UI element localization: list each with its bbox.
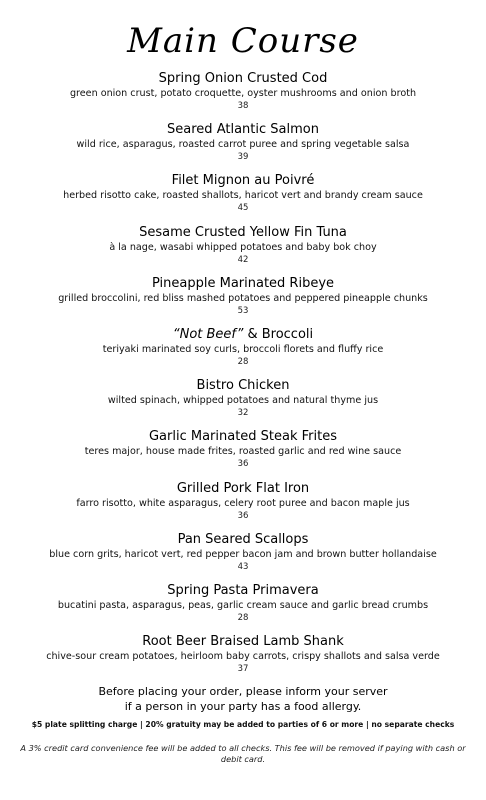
dish-name: Bistro Chicken [196, 378, 290, 394]
credit-card-fee-notice: A 3% credit card convenience fee will be added to all checks. This fee will be removed if paying with cash or debit card. [20, 743, 466, 764]
dish-name: Seared Atlantic Salmon [167, 122, 319, 138]
menu-item [0, 531, 486, 582]
dish-name: Pineapple Marinated Ribeye [151, 275, 335, 291]
dish-description: herbed risotto cake, roasted shallots, haricot vert and brandy cream sauce [63, 190, 423, 202]
menu-item [0, 121, 486, 172]
dish-description: teres major, house made frites, roasted garlic and red wine sauce [84, 446, 402, 458]
menu-item [0, 428, 486, 479]
menu-item [0, 172, 486, 223]
dish-price: 42 [237, 254, 249, 265]
menu-item [0, 70, 486, 121]
dish-name: Filet Mignon au Poivré [171, 173, 315, 189]
dish-description: green onion crust, potato croquette, oyster mushrooms and onion broth [69, 88, 417, 99]
dish-name: Grilled Pork Flat Iron [176, 480, 310, 496]
dish-name-italic: “Not Beef” [172, 326, 244, 342]
allergy-notice [0, 684, 486, 714]
dish-price: 28 [237, 612, 249, 623]
dish-name [0, 326, 486, 344]
dish-description: wild rice, asparagus, roasted carrot puree and spring vegetable salsa [76, 139, 410, 151]
menu-item [0, 377, 486, 428]
dish-price: 53 [237, 305, 249, 316]
dish-name: Spring Pasta Primavera [167, 582, 319, 598]
dish-name: Sesame Crusted Yellow Fin Tuna [139, 224, 347, 240]
menu-title: Main Course [127, 21, 359, 61]
dish-price: 43 [237, 561, 249, 572]
dish-price: 38 [237, 101, 249, 111]
dish-description: farro risotto, white asparagus, celery root puree and bacon maple jus [76, 497, 410, 509]
menu-list [0, 70, 486, 684]
dish-price: 36 [237, 459, 249, 470]
fees-notice: $5 plate splitting charge | 20% gratuity may be added to parties of 6 or more | no separate checks [31, 720, 455, 729]
dish-price: 28 [237, 356, 249, 367]
allergy-notice-line-1: Before placing your order, please inform your server [98, 685, 388, 698]
dish-description: grilled broccolini, red bliss mashed potatoes and peppered pineapple chunks [58, 292, 428, 304]
dish-name: Spring Onion Crusted Cod [158, 71, 328, 86]
menu-item [0, 480, 486, 531]
dish-price: 37 [237, 664, 249, 675]
dish-description: teriyaki marinated soy curls, broccoli florets and fluffy rice [102, 343, 384, 355]
dish-description: blue corn grits, haricot vert, red pepper bacon jam and brown butter hollandaise [49, 548, 437, 560]
dish-price: 36 [237, 510, 249, 521]
allergy-notice-line-2: if a person in your party has a food allergy. [124, 700, 362, 713]
dish-price: 39 [237, 152, 249, 163]
dish-name: Pan Seared Scallops [177, 531, 309, 547]
dish-name: Root Beer Braised Lamb Shank [142, 634, 344, 650]
dish-name: Garlic Marinated Steak Frites [148, 429, 338, 445]
dish-price: 32 [237, 408, 249, 419]
dish-name-rest: & Broccoli [243, 326, 314, 342]
dish-price: 45 [237, 203, 249, 214]
menu-item [0, 633, 486, 684]
dish-description: à la nage, wasabi whipped potatoes and baby bok choy [109, 241, 377, 253]
dish-description: chive-sour cream potatoes, heirloom baby carrots, crispy shallots and salsa verde [46, 651, 440, 663]
menu-item [0, 275, 486, 326]
menu-item [0, 326, 486, 377]
dish-description: bucatini pasta, asparagus, peas, garlic cream sauce and garlic bread crumbs [57, 599, 429, 611]
menu-item [0, 582, 486, 633]
menu-item [0, 224, 486, 275]
dish-description: wilted spinach, whipped potatoes and natural thyme jus [107, 395, 379, 407]
